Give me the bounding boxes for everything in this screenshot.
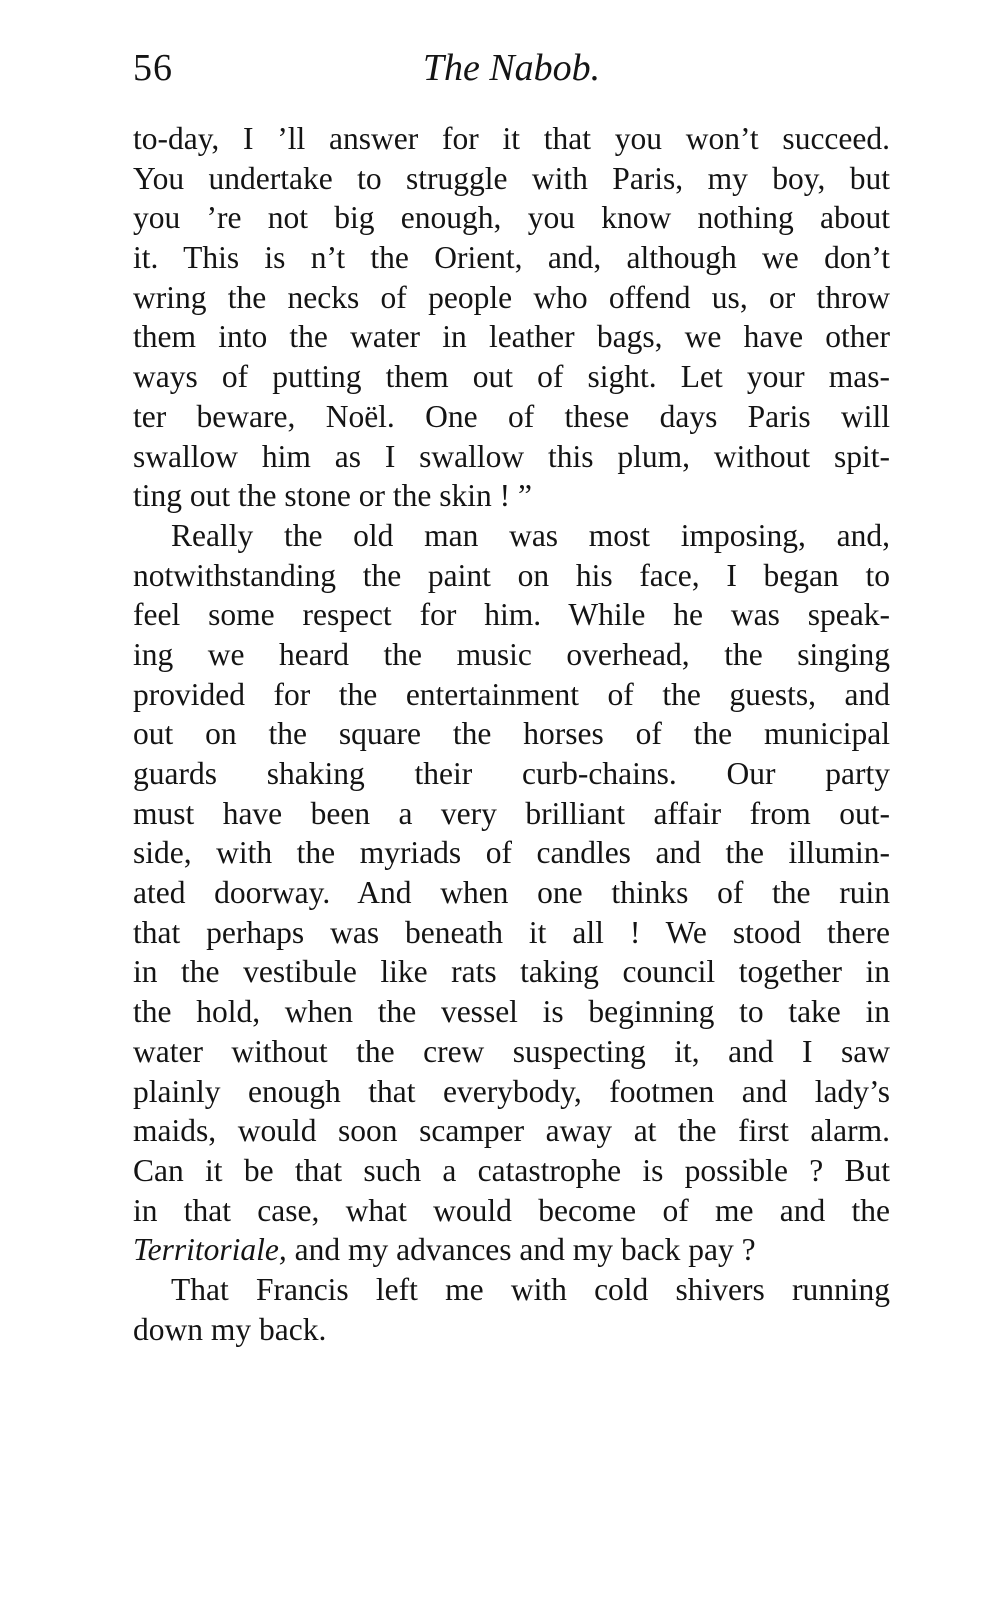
text-line: must have been a very brilliant affair from out- (133, 795, 890, 831)
page-number: 56 (133, 47, 173, 89)
text-line: out on the square the horses of the municipal (133, 716, 890, 752)
text-line: ated doorway. And when one thinks of the ruin (133, 875, 890, 911)
text-line: wring the necks of people who offend us, or throw (133, 279, 890, 315)
italic-title: Territoriale, (133, 1232, 287, 1268)
text-line: that perhaps was beneath it all ! We stood there (133, 914, 890, 950)
text-line: it. This is n’t the Orient, and, although we don’t (133, 240, 890, 276)
text-line: the hold, when the vessel is beginning to take in (133, 994, 890, 1030)
text-line: ting out the stone or the skin ! ” (133, 478, 532, 514)
text-line: side, with the myriads of candles and the illumin- (133, 835, 890, 871)
text-line: swallow him as I swallow this plum, without spit- (133, 438, 890, 474)
running-title: The Nabob. (422, 47, 601, 89)
text-line: notwithstanding the paint on his face, I began to (133, 557, 890, 593)
text-line: them into the water in leather bags, we have other (133, 319, 890, 355)
text-span: and my advances and my back pay ? (286, 1232, 756, 1268)
text-line: Can it be that such a catastrophe is possible ? But (133, 1152, 890, 1188)
text-line: to-day, I ’ll answer for it that you won’t succeed. (133, 121, 890, 156)
text-line: you ’re not big enough, you know nothing about (133, 200, 890, 236)
text-line: in the vestibule like rats taking council together in (133, 954, 890, 990)
text-line: That Francis left me with cold shivers running (171, 1271, 890, 1307)
text-line: in that case, what would become of me and the (133, 1192, 890, 1228)
text-line: You undertake to struggle with Paris, my boy, but (133, 160, 890, 196)
text-line: ways of putting them out of sight. Let your mas- (133, 359, 890, 395)
text-line (133, 1230, 890, 1270)
text-line: plainly enough that everybody, footmen and lady’s (133, 1073, 890, 1109)
running-head (133, 40, 890, 100)
text-line: down my back. (133, 1311, 327, 1347)
text-line: maids, would soon scamper away at the first alarm. (133, 1113, 890, 1149)
text-line: provided for the entertainment of the guests, and (133, 676, 890, 712)
text-line: Really the old man was most imposing, and, (171, 517, 890, 553)
body-text (133, 119, 890, 1349)
text-line: ing we heard the music overhead, the singing (133, 636, 890, 672)
text-line: water without the crew suspecting it, and I saw (133, 1033, 890, 1069)
text-line: ter beware, Noël. One of these days Paris will (133, 398, 890, 434)
text-line: guards shaking their curb-chains. Our party (133, 756, 890, 791)
text-line: feel some respect for him. While he was speak- (133, 597, 890, 633)
